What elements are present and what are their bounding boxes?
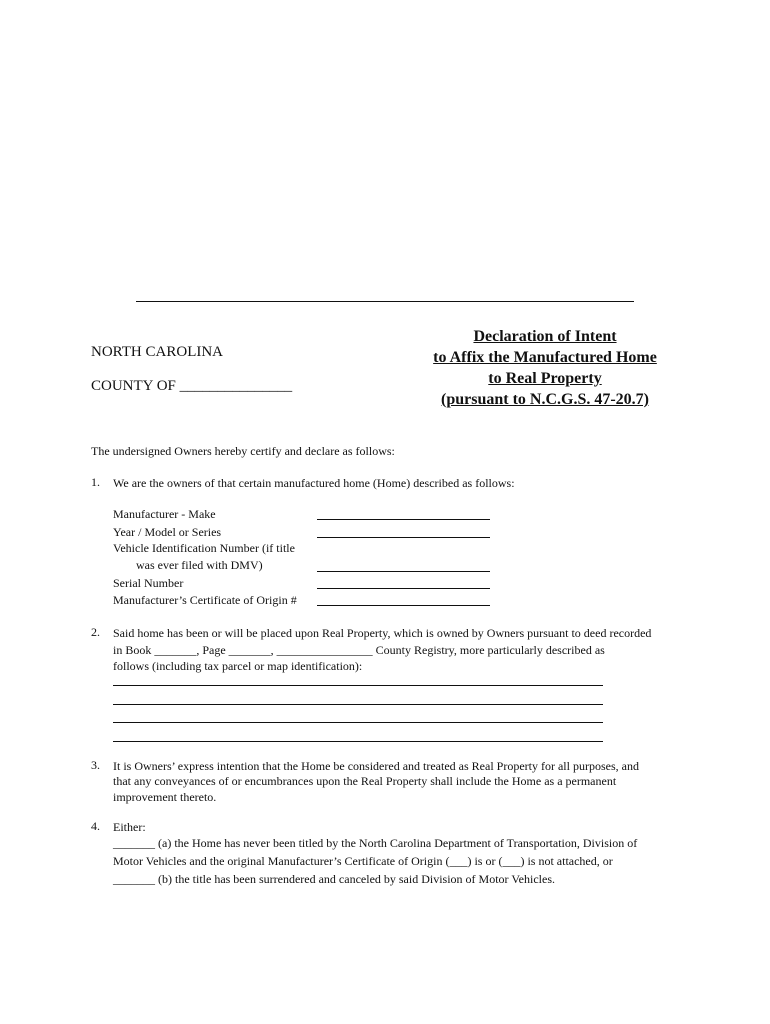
title-line-4: (pursuant to N.C.G.S. 47-20.7): [440, 391, 649, 408]
description-line: [113, 741, 603, 742]
title-line-1: Declaration of Intent: [473, 328, 617, 345]
field-line-year-model: [317, 537, 490, 538]
section-2-line-2: in Book _______, Page _______, ________________ County Registry, more particularly described as: [113, 643, 605, 657]
field-line-vin: [317, 571, 490, 572]
section-1-text: We are the owners of that certain manufactured home (Home) described as follows:: [113, 476, 515, 490]
county-label: COUNTY OF _______________: [91, 378, 293, 394]
field-label-vin-cont: was ever filed with DMV): [136, 558, 263, 572]
section-2-number: 2.: [91, 625, 100, 639]
field-label-year-model: Year / Model or Series: [113, 525, 222, 539]
description-line: [113, 685, 603, 686]
document-title: [395, 326, 695, 410]
top-divider-line: [136, 301, 634, 302]
description-line: [113, 722, 603, 723]
section-4-line-1: _______ (a) the Home has never been titled by the North Carolina Department of Transportation, Division of: [113, 836, 638, 850]
section-4-lead: Either:: [113, 820, 146, 834]
intro-text: The undersigned Owners hereby certify and declare as follows:: [91, 444, 395, 458]
field-label-serial: Serial Number: [113, 576, 184, 590]
title-line-3: to Real Property: [488, 370, 602, 387]
field-label-make: Manufacturer - Make: [113, 507, 216, 521]
field-label-certificate: Manufacturer’s Certificate of Origin #: [113, 593, 297, 607]
field-line-serial: [317, 588, 490, 589]
section-2-line-3: follows (including tax parcel or map identification):: [113, 659, 363, 673]
section-2-line-1: Said home has been or will be placed upon Real Property, which is owned by Owners pursuant to deed recorded: [113, 626, 652, 640]
section-4-line-2: Motor Vehicles and the original Manufacturer’s Certificate of Origin (___) is or (___) is not attached, or: [113, 854, 613, 868]
title-line-2: to Affix the Manufactured Home: [433, 349, 657, 366]
field-line-make: [317, 519, 490, 520]
field-line-certificate: [317, 605, 490, 606]
section-3-line-3: improvement thereto.: [113, 790, 217, 804]
section-3-line-1: It is Owners’ express intention that the Home be considered and treated as Real Property for all purposes, and: [113, 759, 639, 773]
description-line: [113, 704, 603, 705]
section-1-number: 1.: [91, 475, 100, 489]
field-label-vin: Vehicle Identification Number (if title: [113, 541, 295, 555]
section-4-line-3: _______ (b) the title has been surrendered and canceled by said Division of Motor Vehicles.: [113, 872, 555, 886]
section-3-number: 3.: [91, 758, 100, 772]
section-4-number: 4.: [91, 819, 100, 833]
section-3-line-2: that any conveyances of or encumbrances upon the Real Property shall include the Home as a permanent: [113, 774, 617, 788]
state-heading: NORTH CAROLINA: [91, 344, 224, 360]
